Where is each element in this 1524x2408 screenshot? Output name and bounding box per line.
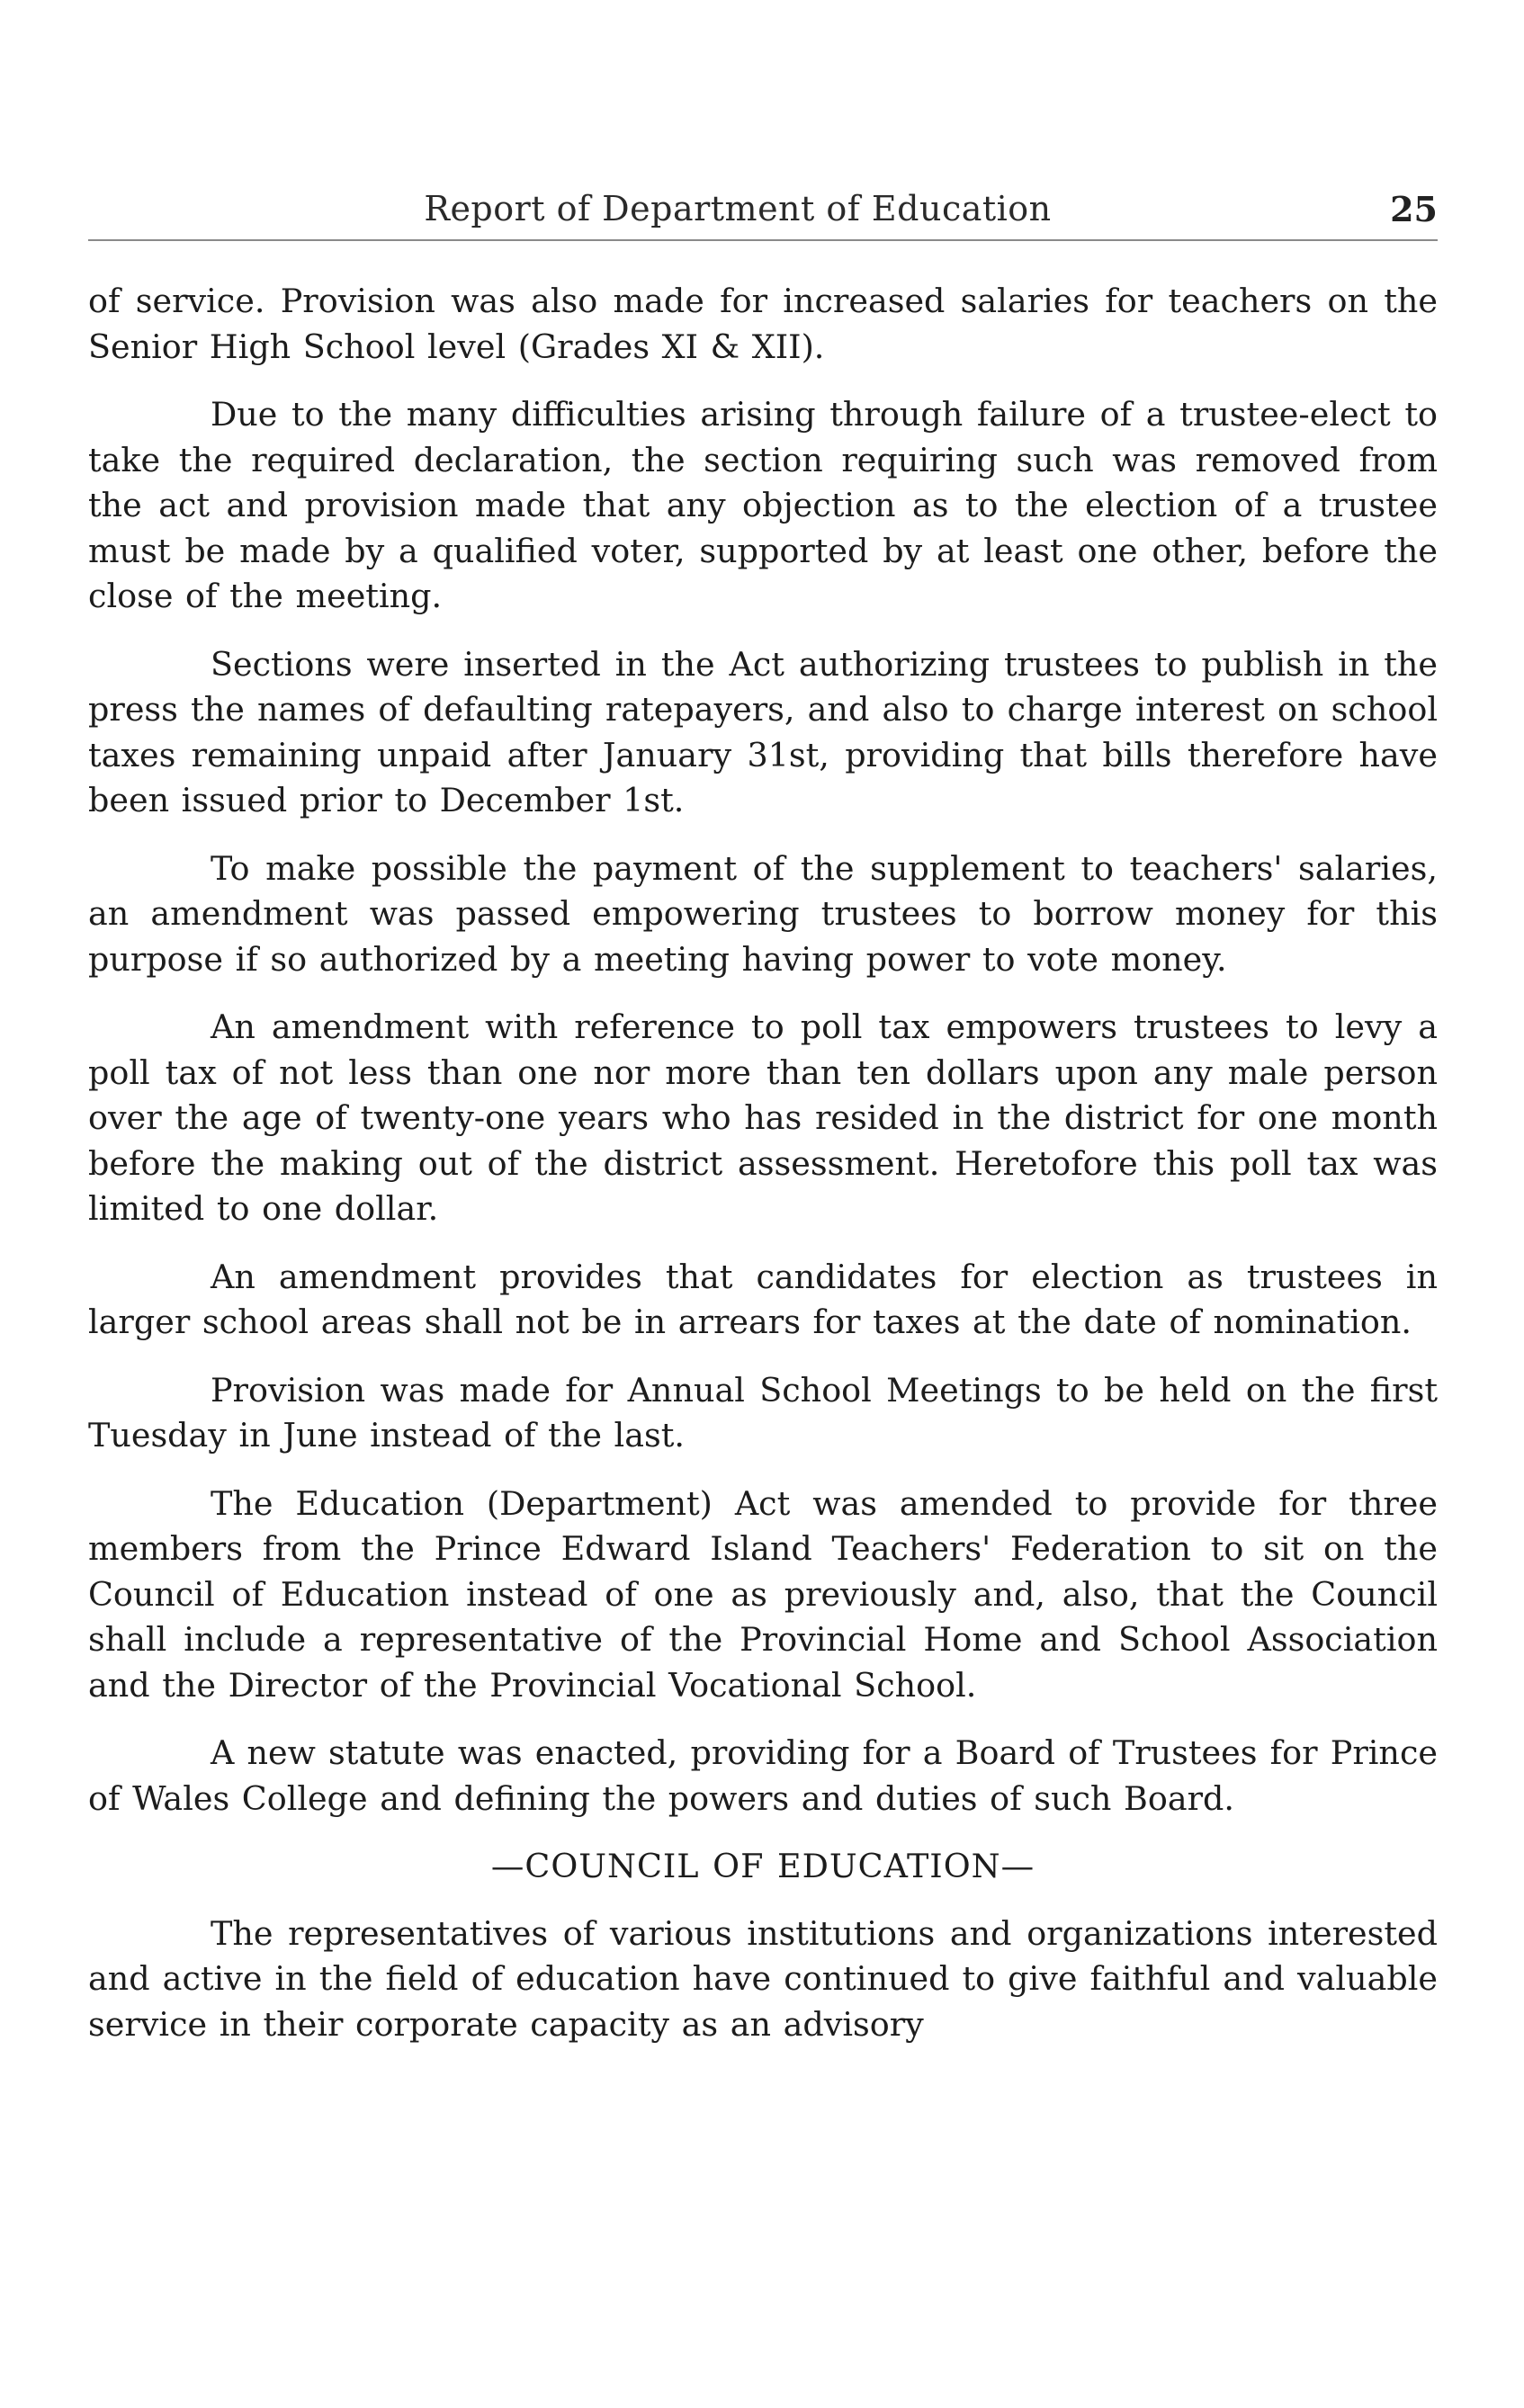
paragraph-candidates-arrears: An amendment provides that candidates for election as trustees in larger school areas shall not be in arrears for taxes at the date of nomination. <box>88 1257 1438 1341</box>
document-page <box>88 180 1438 2044</box>
paragraph-poll-tax: An amendment with reference to poll tax empowers trustees to levy a poll tax of not less than one nor more than ten dollars upon any male person over the age of twenty-one years who has resided in the district for one month before the making out of the district assessment. Heretofore this poll tax was limited to one dollar. <box>88 1007 1438 1228</box>
header-rule <box>88 239 1438 241</box>
paragraph-supplement-salaries: To make possible the payment of the supplement to teachers' salaries, an amendment was passed empowering trustees to borrow money for this purpose if so authorized by a meeting having power to vote money. <box>88 848 1438 979</box>
paragraph-council-representatives: The representatives of various institutions and organizations interested and active in the field of education have continued to give faithful and valuable service in their corporate capacity as an advisory <box>88 1913 1438 2044</box>
section-heading: —COUNCIL OF EDUCATION— <box>490 1847 1035 1885</box>
body-text <box>88 279 1438 2070</box>
page-number: 25 <box>1390 189 1438 229</box>
paragraph-continued: of service. Provision was also made for increased salaries for teachers on the Senior High School level (Grades XI & XII). <box>88 282 1438 366</box>
paragraph-new-statute: A new statute was enacted, providing for a Board of Trustees for Prince of Wales College and defining the powers and duties of such Board. <box>88 1733 1438 1818</box>
running-title: Report of Department of Education <box>424 189 1052 228</box>
paragraph-trustee-declaration: Due to the many difficulties arising through failure of a trustee-elect to take the required declaration, the section requiring such was removed from the act and provision made that any objection as to the election of a trustee must be made by a qualified voter, supported by at least one other, before the close of the meeting. <box>88 395 1438 615</box>
paragraph-education-department-act: The Education (Department) Act was amended to provide for three members from the Prince Edward Island Teachers' Federation to sit on the Council of Education instead of one as previously and, also, that the Council shall include a representative of the Provincial Home and School Association and the Director of the Provincial Vocational School. <box>88 1483 1438 1705</box>
running-header <box>88 180 1438 234</box>
paragraph-defaulting-ratepayers: Sections were inserted in the Act authorizing trustees to publish in the press the names of defaulting ratepayers, and also to charge interest on school taxes remaining unpaid after January 31st, providing that bills therefore have been issued prior to December 1st. <box>88 644 1438 819</box>
paragraph-annual-meetings: Provision was made for Annual School Meetings to be held on the first Tuesday in June instead of the last. <box>88 1370 1438 1455</box>
